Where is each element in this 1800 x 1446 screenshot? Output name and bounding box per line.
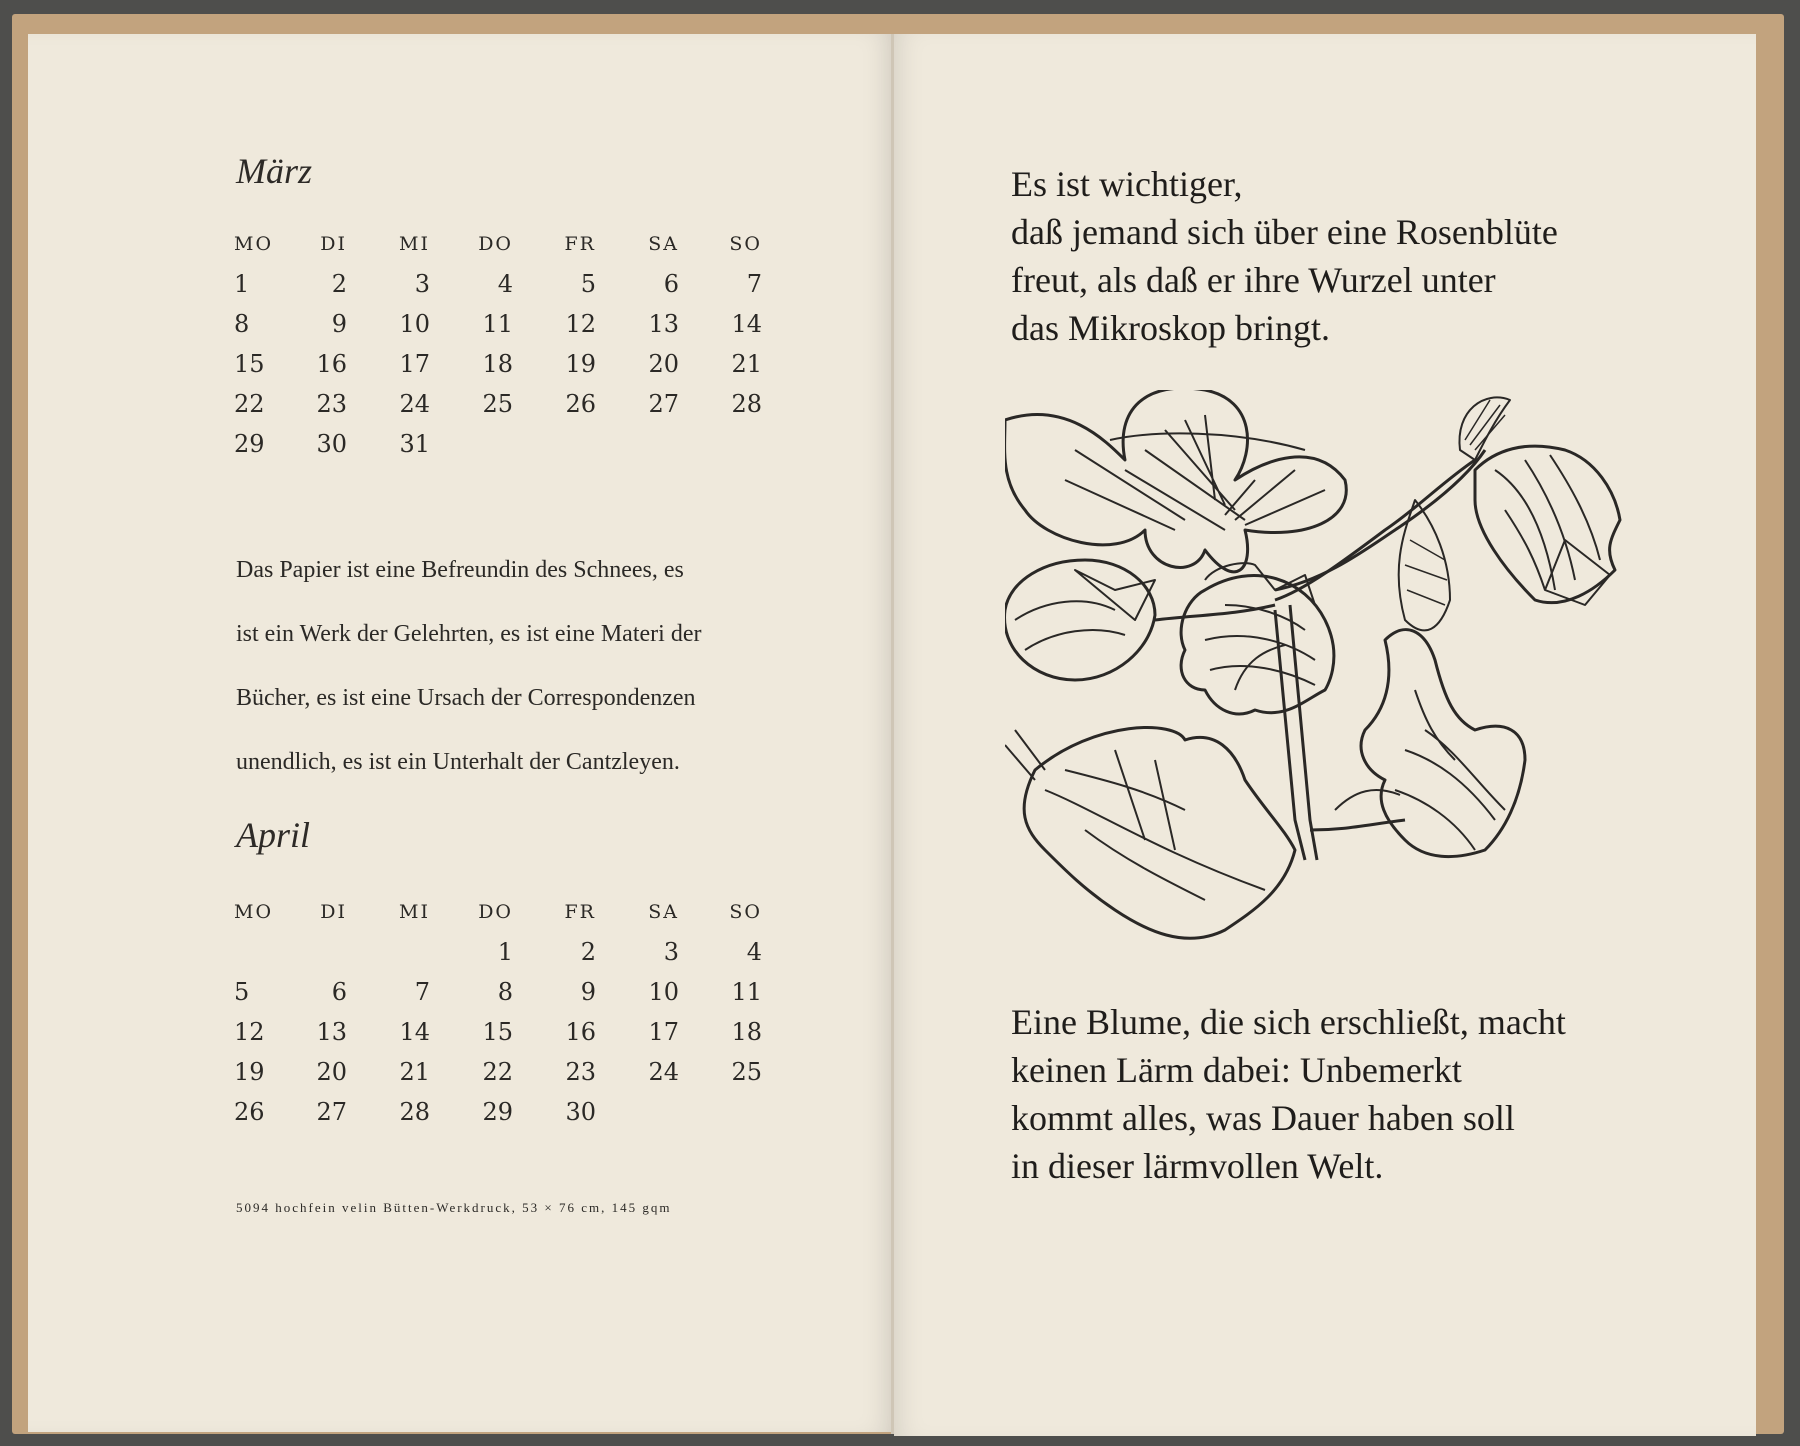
colophon: 5094 hochfein velin Bütten-Werkdruck, 53 × 76 cm, 145 gqm xyxy=(236,1200,672,1215)
calendar-week xyxy=(234,264,814,304)
quote-flower-line: keinen Lärm dabei: Unbemerkt xyxy=(1011,1050,1462,1090)
calendar-day: 7 xyxy=(746,270,762,298)
calendar-day: 17 xyxy=(399,350,430,378)
calendar-day: 3 xyxy=(663,938,679,966)
calendar-day: 10 xyxy=(399,310,430,338)
calendar-day: 14 xyxy=(731,310,762,338)
calendar-day: 31 xyxy=(399,430,430,458)
calendar-day: 21 xyxy=(731,350,762,378)
calendar-day: 9 xyxy=(580,978,596,1006)
calendar-day: 19 xyxy=(565,350,596,378)
paper-quote-line: Bücher, es ist eine Ursach der Correspondenzen xyxy=(236,685,696,711)
weekday-label: SA xyxy=(648,233,679,255)
calendar-day: 24 xyxy=(399,390,430,418)
calendar-day: 23 xyxy=(316,390,347,418)
calendar-week xyxy=(234,932,814,972)
weekday-label: SO xyxy=(729,233,762,255)
quote-rose-line: daß jemand sich über eine Rosenblüte xyxy=(1011,212,1558,252)
weekday-label: MO xyxy=(234,233,274,255)
paper-quote-line: unendlich, es ist ein Unterhalt der Cantzleyen. xyxy=(236,749,680,775)
month-title-april: April xyxy=(236,815,311,855)
calendar-day: 15 xyxy=(234,350,265,378)
calendar-day: 22 xyxy=(482,1058,513,1086)
weekday-header xyxy=(234,224,814,264)
calendar-day: 29 xyxy=(234,430,265,458)
calendar-day: 27 xyxy=(648,390,679,418)
calendar-day: 20 xyxy=(648,350,679,378)
calendar-day: 14 xyxy=(399,1018,430,1046)
calendar-day: 12 xyxy=(565,310,596,338)
weekday-label: MO xyxy=(234,901,274,923)
calendar-day: 15 xyxy=(482,1018,513,1046)
paper-quote-line: ist ein Werk der Gelehrten, es ist eine Materi der xyxy=(236,621,702,647)
quote-flower-line: kommt alles, was Dauer haben soll xyxy=(1011,1098,1515,1138)
calendar-day: 8 xyxy=(497,978,513,1006)
calendar-day: 8 xyxy=(234,310,250,338)
paper-quote-line: Das Papier ist eine Befreundin des Schnees, es xyxy=(236,557,684,583)
quote-rose-line: Es ist wichtiger, xyxy=(1011,164,1243,204)
calendar-day: 1 xyxy=(234,270,250,298)
calendar-day: 16 xyxy=(316,350,347,378)
calendar-day: 27 xyxy=(316,1098,347,1126)
calendar-week xyxy=(234,304,814,344)
calendar-day: 24 xyxy=(648,1058,679,1086)
calendar-day: 5 xyxy=(234,978,250,1006)
calendar-week xyxy=(234,1052,814,1092)
calendar-day: 26 xyxy=(565,390,596,418)
calendar-week xyxy=(234,384,814,424)
weekday-label: DO xyxy=(478,233,513,255)
quote-flower xyxy=(1011,998,1566,1190)
quote-rose xyxy=(1011,160,1558,352)
calendar-day: 6 xyxy=(663,270,679,298)
weekday-label: DO xyxy=(478,901,513,923)
calendar-day: 12 xyxy=(234,1018,265,1046)
weekday-label: FR xyxy=(564,233,596,255)
calendar-day: 3 xyxy=(414,270,430,298)
calendar-day: 25 xyxy=(731,1058,762,1086)
calendar-day: 28 xyxy=(731,390,762,418)
calendar-day: 10 xyxy=(648,978,679,1006)
calendar-day: 13 xyxy=(316,1018,347,1046)
calendar-day: 19 xyxy=(234,1058,265,1086)
calendar-day: 25 xyxy=(482,390,513,418)
calendar-day: 7 xyxy=(414,978,430,1006)
calendar-day: 11 xyxy=(482,310,513,338)
weekday-label: SO xyxy=(729,901,762,923)
flower-woodcut-illustration xyxy=(1005,390,1625,980)
calendar-week xyxy=(234,972,814,1012)
calendar-week xyxy=(234,424,814,464)
weekday-label: DI xyxy=(320,901,347,923)
calendar-day: 4 xyxy=(497,270,513,298)
calendar-day: 18 xyxy=(731,1018,762,1046)
calendar-day: 22 xyxy=(234,390,265,418)
weekday-label: MI xyxy=(399,233,430,255)
quote-rose-line: freut, als daß er ihre Wurzel unter xyxy=(1011,260,1496,300)
calendar-day: 28 xyxy=(399,1098,430,1126)
quote-rose-line: das Mikroskop bringt. xyxy=(1011,308,1330,348)
quote-flower-line: Eine Blume, die sich erschließt, macht xyxy=(1011,1002,1566,1042)
calendar-week xyxy=(234,344,814,384)
calendar-day: 9 xyxy=(331,310,347,338)
calendar-day: 30 xyxy=(565,1098,596,1126)
calendar-day: 26 xyxy=(234,1098,265,1126)
weekday-label: DI xyxy=(320,233,347,255)
weekday-label: FR xyxy=(564,901,596,923)
calendar-week xyxy=(234,1012,814,1052)
weekday-label: SA xyxy=(648,901,679,923)
weekday-header xyxy=(234,892,814,932)
calendar-day: 11 xyxy=(731,978,762,1006)
calendar-day: 13 xyxy=(648,310,679,338)
calendar-day: 16 xyxy=(565,1018,596,1046)
calendar-day: 23 xyxy=(565,1058,596,1086)
calendar-march xyxy=(234,224,814,464)
calendar-day: 6 xyxy=(331,978,347,1006)
calendar-day: 17 xyxy=(648,1018,679,1046)
calendar-day: 18 xyxy=(482,350,513,378)
calendar-day: 4 xyxy=(746,938,762,966)
calendar-day: 30 xyxy=(316,430,347,458)
calendar-day: 1 xyxy=(497,938,513,966)
calendar-day: 2 xyxy=(331,270,347,298)
left-page xyxy=(28,34,892,1432)
calendar-day: 5 xyxy=(580,270,596,298)
calendar-week xyxy=(234,1092,814,1132)
calendar-day: 29 xyxy=(482,1098,513,1126)
month-title-march: März xyxy=(236,151,313,191)
quote-flower-line: in dieser lärmvollen Welt. xyxy=(1011,1146,1384,1186)
calendar-day: 2 xyxy=(580,938,596,966)
calendar-april xyxy=(234,892,814,1132)
weekday-label: MI xyxy=(399,901,430,923)
calendar-day: 21 xyxy=(399,1058,430,1086)
calendar-day: 20 xyxy=(316,1058,347,1086)
paper-quote xyxy=(236,538,816,794)
